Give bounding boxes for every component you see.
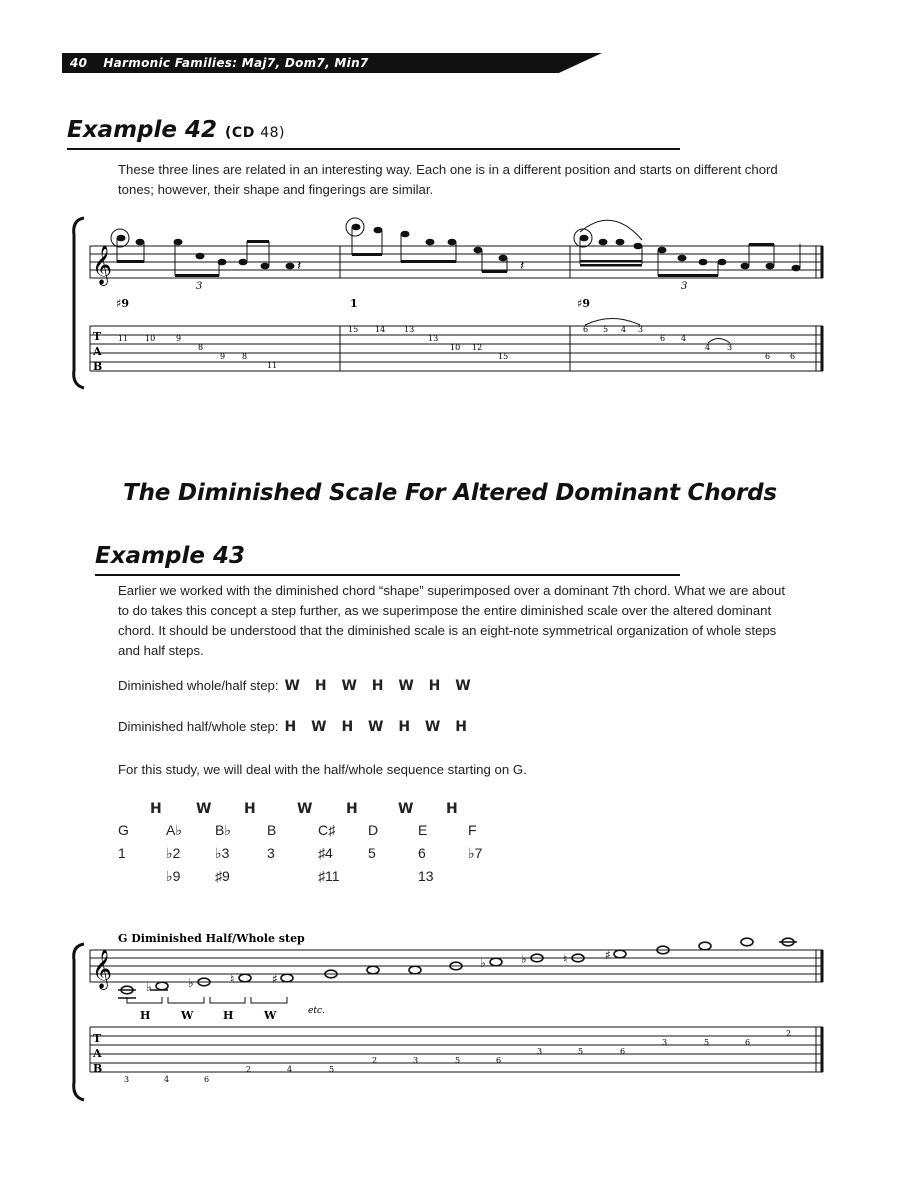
- tab-clef: [92, 330, 102, 373]
- svg-text:B: B: [93, 360, 103, 373]
- svg-text:14: 14: [375, 325, 386, 334]
- svg-text:A: A: [93, 1047, 102, 1060]
- step-marker: W: [398, 801, 414, 817]
- svg-text:3: 3: [638, 325, 644, 334]
- svg-text:𝄽: 𝄽: [520, 258, 525, 274]
- example-43-paragraph: Earlier we worked with the diminished chord “shape” superimposed over a dominant 7th chord. What we are about to do takes this concept a step further, as we superimpose the entire diminished scale over the altered dominant chord. It should be understood that the diminished scale is an eight-note symmetrical organization of whole steps and half steps.: [118, 583, 786, 658]
- treble-clef: 𝄞: [92, 949, 113, 989]
- note-name: G: [118, 822, 129, 838]
- svg-text:W: W: [181, 1009, 194, 1022]
- note-name: B: [267, 822, 277, 838]
- svg-text:13: 13: [404, 325, 415, 334]
- note-name: F: [468, 822, 477, 838]
- step-marker: H: [446, 801, 458, 817]
- chord-tone-annotation: 1: [350, 297, 358, 310]
- svg-text:2: 2: [246, 1065, 252, 1074]
- whole-half-row: Diminished whole/half step: W H W H W H W: [118, 678, 472, 694]
- example-43-title: Example 43: [95, 543, 245, 569]
- svg-text:♯: ♯: [605, 948, 611, 962]
- extension: ♭9: [166, 868, 181, 884]
- svg-text:6: 6: [660, 334, 666, 343]
- svg-text:6: 6: [583, 325, 589, 334]
- svg-text:3: 3: [537, 1047, 543, 1056]
- svg-text:6: 6: [496, 1056, 502, 1065]
- whole-half-sequence: W H W H W H W: [284, 678, 472, 694]
- step-marker: H: [244, 801, 256, 817]
- svg-text:6: 6: [204, 1075, 210, 1084]
- svg-text:11: 11: [267, 361, 278, 370]
- example-42-title: Example 42 (CD 48): [67, 117, 285, 143]
- svg-text:5: 5: [704, 1038, 710, 1047]
- svg-text:4: 4: [621, 325, 627, 334]
- svg-text:2: 2: [786, 1029, 792, 1038]
- svg-text:♮: ♮: [230, 972, 235, 986]
- section-title: The Diminished Scale For Altered Dominant Chords: [123, 480, 777, 506]
- svg-text:2: 2: [372, 1056, 378, 1065]
- scale-degree: 3: [267, 845, 275, 861]
- svg-text:4: 4: [681, 334, 687, 343]
- tab-numbers: [118, 325, 795, 370]
- svg-text:4: 4: [287, 1065, 293, 1074]
- half-whole-sequence: H W H W H W H: [284, 719, 468, 735]
- note-name: A♭: [166, 822, 182, 838]
- svg-text:♭: ♭: [480, 956, 486, 970]
- svg-text:5: 5: [455, 1056, 461, 1065]
- scale-degree: 5: [368, 845, 376, 861]
- step-marker: H: [346, 801, 358, 817]
- svg-text:8: 8: [198, 343, 204, 352]
- svg-text:B: B: [93, 1062, 103, 1075]
- tuplet-label: 3: [681, 281, 688, 292]
- svg-text:8: 8: [242, 352, 248, 361]
- svg-text:T: T: [93, 330, 102, 343]
- svg-text:H: H: [140, 1009, 151, 1022]
- svg-text:T: T: [93, 1032, 102, 1045]
- tuplet-label: 3: [196, 281, 203, 292]
- half-whole-row: Diminished half/whole step: H W H W H W H: [118, 719, 468, 735]
- svg-text:6: 6: [790, 352, 796, 361]
- svg-text:3: 3: [413, 1056, 419, 1065]
- svg-text:10: 10: [450, 343, 461, 352]
- svg-text:H: H: [223, 1009, 234, 1022]
- staff-caption: G Diminished Half/Whole step: [118, 932, 305, 945]
- example-43-rule: [95, 574, 680, 576]
- svg-text:♭: ♭: [146, 980, 152, 994]
- note-name: B♭: [215, 822, 231, 838]
- example-42-paragraph: These three lines are related in an interesting way. Each one is in a different position and starts on different chord tones; however, their shape and fingerings are similar.: [118, 162, 778, 197]
- scale-degree: ♭2: [166, 845, 181, 861]
- svg-text:6: 6: [620, 1047, 626, 1056]
- svg-text:3: 3: [662, 1038, 668, 1047]
- chord-tone-annotation: ♯9: [116, 297, 129, 310]
- svg-text:5: 5: [578, 1047, 584, 1056]
- extension: ♯9: [215, 868, 230, 884]
- step-marker: W: [297, 801, 313, 817]
- notes-measure-3: [574, 220, 801, 277]
- scale-degree: ♭7: [468, 845, 483, 861]
- study-text: For this study, we will deal with the half/whole sequence starting on G.: [118, 762, 527, 777]
- svg-text:W: W: [264, 1009, 277, 1022]
- svg-text:4: 4: [705, 343, 711, 352]
- svg-text:10: 10: [145, 334, 156, 343]
- scale-degree: ♯4: [318, 845, 333, 861]
- step-marker: H: [150, 801, 162, 817]
- extension: ♯11: [318, 868, 340, 884]
- system-brace: [74, 218, 84, 388]
- scale-degree: ♭3: [215, 845, 230, 861]
- extension: 13: [418, 868, 434, 884]
- chord-tone-annotation: ♯9: [577, 297, 590, 310]
- cd-reference: (CD 48): [225, 125, 285, 141]
- svg-text:6: 6: [765, 352, 771, 361]
- svg-text:11: 11: [118, 334, 129, 343]
- svg-text:5: 5: [329, 1065, 335, 1074]
- svg-text:A: A: [93, 345, 102, 358]
- step-marker: W: [196, 801, 212, 817]
- svg-text:♮: ♮: [563, 952, 568, 966]
- svg-text:𝄽: 𝄽: [297, 258, 302, 274]
- page-number: 40: [70, 56, 88, 70]
- svg-text:4: 4: [164, 1075, 170, 1084]
- svg-text:♯: ♯: [272, 972, 278, 986]
- svg-text:3: 3: [727, 343, 733, 352]
- svg-text:3: 3: [124, 1075, 130, 1084]
- svg-text:15: 15: [348, 325, 359, 334]
- scale-degree: 1: [118, 845, 126, 861]
- note-name: D: [368, 822, 379, 838]
- note-name: C♯: [318, 822, 336, 838]
- header-title: Harmonic Families: Maj7, Dom7, Min7: [103, 56, 369, 70]
- note-name: E: [418, 822, 428, 838]
- scale-degree: 6: [418, 845, 426, 861]
- svg-text:12: 12: [472, 343, 483, 352]
- etc-label: etc.: [308, 1006, 325, 1016]
- svg-text:9: 9: [176, 334, 182, 343]
- svg-text:♭: ♭: [521, 952, 527, 966]
- svg-text:5: 5: [603, 325, 609, 334]
- svg-text:9: 9: [220, 352, 226, 361]
- treble-clef: 𝄞: [92, 245, 113, 285]
- svg-text:6: 6: [745, 1038, 751, 1047]
- svg-text:13: 13: [428, 334, 439, 343]
- svg-text:♭: ♭: [188, 976, 194, 990]
- svg-text:15: 15: [498, 352, 509, 361]
